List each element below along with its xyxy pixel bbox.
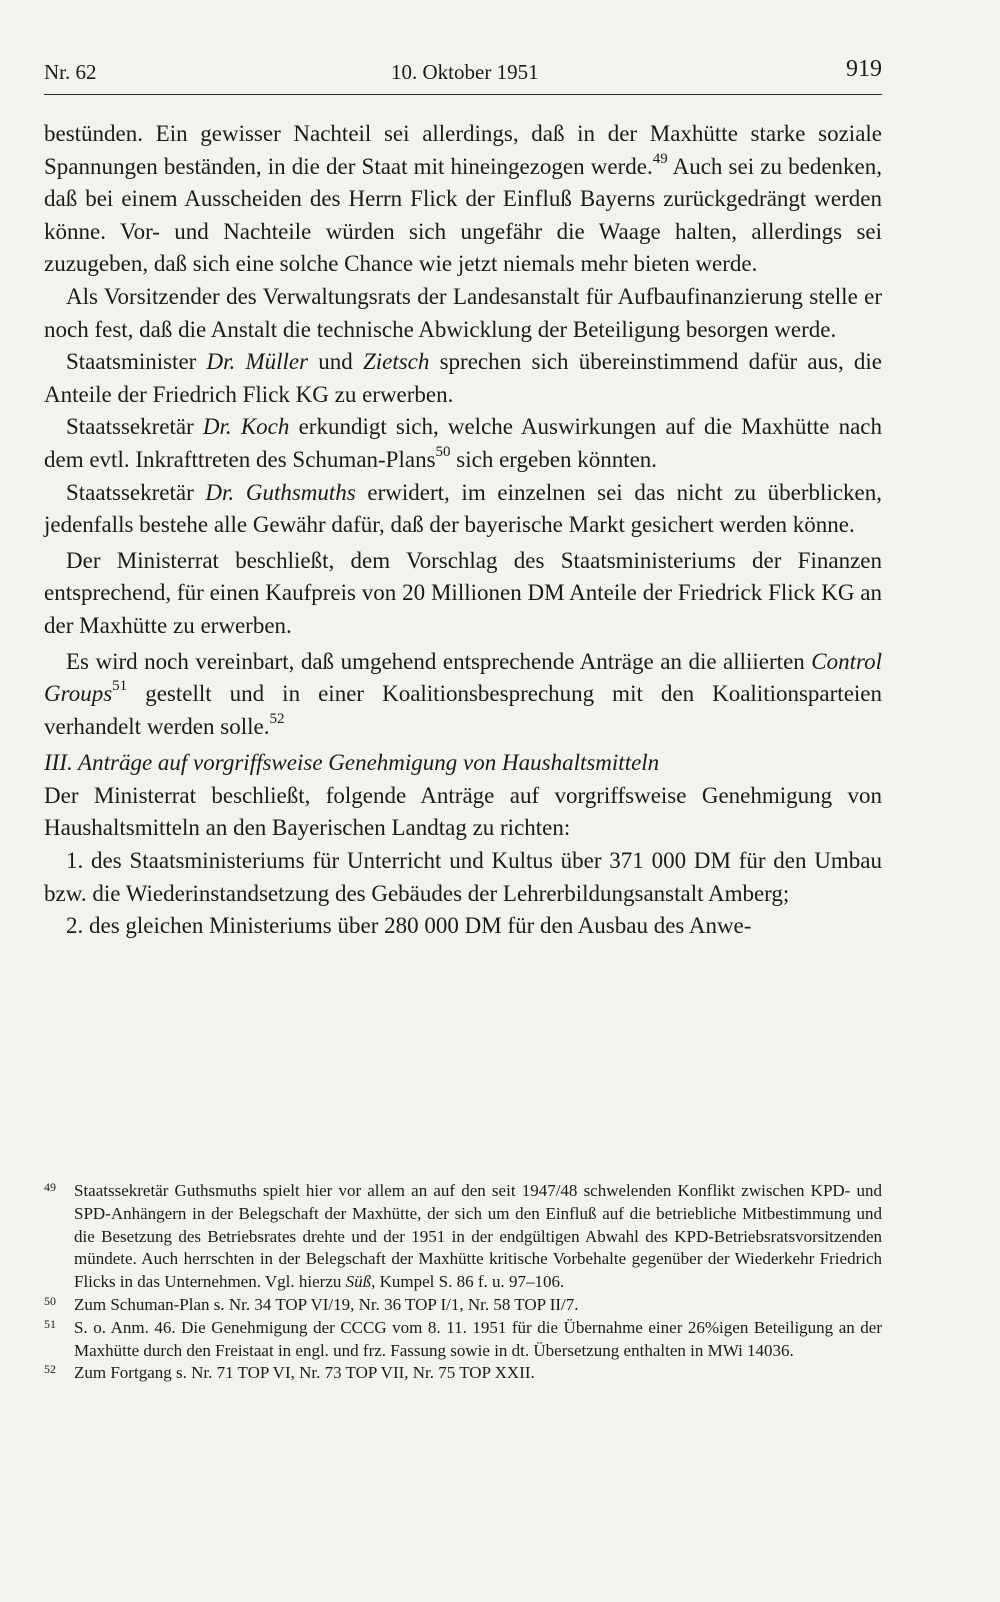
footnote-text: Zum Fortgang s. Nr. 71 TOP VI, Nr. 73 TOP VII, Nr. 75 TOP XXII. bbox=[74, 1363, 535, 1383]
paragraph bbox=[44, 411, 882, 476]
footnote-text: Staatssekretär Guthsmuths spielt hier vor allem an auf den seit 1947/48 schwelenden Konflikt zwischen KPD- und SPD-Anhängern in der Belegschaft der Maxhütte, der sich um den Einfluß auf die betriebliche Mitbestimmung und die Besetzung des Betriebsrates drehte und der 1951 in der endgültigen Abwahl des KPD-Betriebsratsvorsitzenden mündete. Auch herrschten in der Belegschaft der Maxhütte kritische Vorbehalte gegenüber der Wiederkehr Friedrich Flicks in das Unternehmen. Vgl. hierzu bbox=[74, 1181, 882, 1292]
paragraph bbox=[44, 646, 882, 744]
paragraph-text: Staatssekretär bbox=[66, 479, 206, 505]
section-heading: III. Anträge auf vorgriffsweise Genehmigung von Haushaltsmitteln bbox=[44, 750, 660, 776]
person-name: Guthsmuths bbox=[245, 479, 356, 505]
resolution-list bbox=[44, 845, 882, 943]
footnotes bbox=[44, 1180, 882, 1385]
footnote-text: , Kumpel S. 86 f. u. 97–106. bbox=[371, 1272, 565, 1292]
paragraph-text: erwidert, im einzelnen sei das nicht zu überblicken, jedenfalls bestehe alle Gewähr dafür, daß der bayerische Markt gesichert werden könne. bbox=[44, 479, 883, 538]
paragraph: Als Vorsitzender des Verwaltungsrats der Landesanstalt für Aufbaufinanzierung stelle er noch fest, daß die Anstalt die technische Abwicklung der Beteiligung besorgen werde. bbox=[44, 283, 882, 342]
paragraph-text: Staatssekretär bbox=[66, 414, 203, 440]
paragraph-text: sich ergeben könnten. bbox=[450, 446, 658, 472]
list-item: 2. des gleichen Ministeriums über 280 000 DM für den Ausbau des Anwe- bbox=[66, 913, 752, 939]
paragraph-text: erkundigt sich, welche Auswirkungen auf die Maxhütte nach dem evtl. Inkrafttreten des Schuman-Plans bbox=[44, 414, 883, 472]
meeting-date: 10. Oktober 1951 bbox=[391, 60, 539, 84]
footnote-text: S. o. Anm. 46. Die Genehmigung der CCCG vom 8. 11. 1951 für die Übernahme einer 26%igen Beteiligung an der Maxhütte durch den Freistaat in engl. und frz. Fassung sowie in dt. Übersetzung enthalten in MWi 14036. bbox=[74, 1317, 882, 1360]
paragraph-text: Staatsminister bbox=[66, 349, 207, 375]
list-item: 1. des Staatsministeriums für Unterricht und Kultus über 371 000 DM für den Umbau bzw. die Wiederinstandsetzung des Gebäudes der Lehrerbildungsanstalt Amberg; bbox=[44, 848, 882, 906]
space bbox=[235, 349, 245, 374]
footnote-49 bbox=[44, 1180, 882, 1294]
person-name: Koch bbox=[240, 414, 290, 440]
title-abbrev: Dr. bbox=[205, 479, 235, 505]
space bbox=[232, 414, 241, 439]
footnote-ref-50[interactable]: 50 bbox=[435, 444, 451, 461]
paragraph-text: gestellt und in einer Koalitionsbesprechung mit den Koalitionsparteien verhandelt werden solle. bbox=[44, 681, 882, 739]
author-name: Süß bbox=[345, 1272, 372, 1292]
paragraph-text: bestünden. Ein gewisser Nachteil sei allerdings, daß in der Maxhütte starke soziale Spannungen beständen, in die der Staat mit hineingezogen werde. bbox=[44, 121, 882, 179]
footnote-number: 51 bbox=[44, 1316, 56, 1331]
paragraph-text: sprechen sich übereinstimmend dafür aus, die Anteile der Friedrich Flick KG zu erwerben. bbox=[44, 349, 883, 407]
footnote-ref-52[interactable]: 52 bbox=[269, 711, 285, 728]
footnote-text: Zum Schuman-Plan s. Nr. 34 TOP VI/19, Nr. 36 TOP I/1, Nr. 58 TOP II/7. bbox=[74, 1294, 579, 1314]
person-name: Zietsch bbox=[362, 349, 430, 375]
italic-term: Control Groups bbox=[44, 648, 882, 707]
footnote-52 bbox=[44, 1362, 882, 1385]
footnote-50 bbox=[44, 1294, 882, 1317]
page-number: 919 bbox=[846, 56, 882, 82]
footnote-number: 50 bbox=[44, 1293, 56, 1308]
paragraph-text: Es wird noch vereinbart, daß umgehend entsprechende Anträge an die alliierten bbox=[66, 648, 812, 674]
document-number: Nr. 62 bbox=[44, 60, 97, 84]
running-header bbox=[44, 58, 882, 95]
paragraph: Der Ministerrat beschließt, folgende Anträge auf vorgriffsweise Genehmigung von Haushaltsmitteln an den Bayerischen Landtag zu richten: bbox=[44, 782, 882, 841]
person-name: Müller bbox=[245, 349, 309, 375]
paragraph-text: und bbox=[308, 349, 363, 375]
title-abbrev: Dr. bbox=[202, 414, 232, 440]
resolution-paragraph: Der Ministerrat beschließt, dem Vorschlag des Staatsministeriums der Finanzen entsprechend, für einen Kaufpreis von 20 Millionen DM Anteile der Friedrick Flick KG an der Maxhütte zu erwerben. bbox=[44, 547, 882, 638]
paragraph bbox=[44, 346, 882, 411]
paragraph bbox=[44, 477, 882, 542]
footnote-ref-51[interactable]: 51 bbox=[112, 678, 128, 695]
paragraph bbox=[44, 118, 882, 281]
footnote-51 bbox=[44, 1317, 882, 1363]
footnote-ref-49[interactable]: 49 bbox=[652, 150, 668, 167]
footnote-number: 49 bbox=[44, 1180, 56, 1194]
main-text bbox=[44, 118, 882, 943]
space bbox=[234, 480, 246, 505]
title-abbrev: Dr. bbox=[206, 349, 236, 375]
paragraph-text: Auch sei zu bedenken, daß bei einem Ausscheiden des Herrn Flick der Einfluß Bayerns zurückgedrängt werden könne. Vor- und Nachteile würden sich ungefähr die Waage halten, allerdings sei zuzugeben, daß sich eine solche Chance wie jetzt niemals mehr bieten werde. bbox=[44, 153, 882, 277]
footnote-number: 52 bbox=[44, 1362, 56, 1377]
